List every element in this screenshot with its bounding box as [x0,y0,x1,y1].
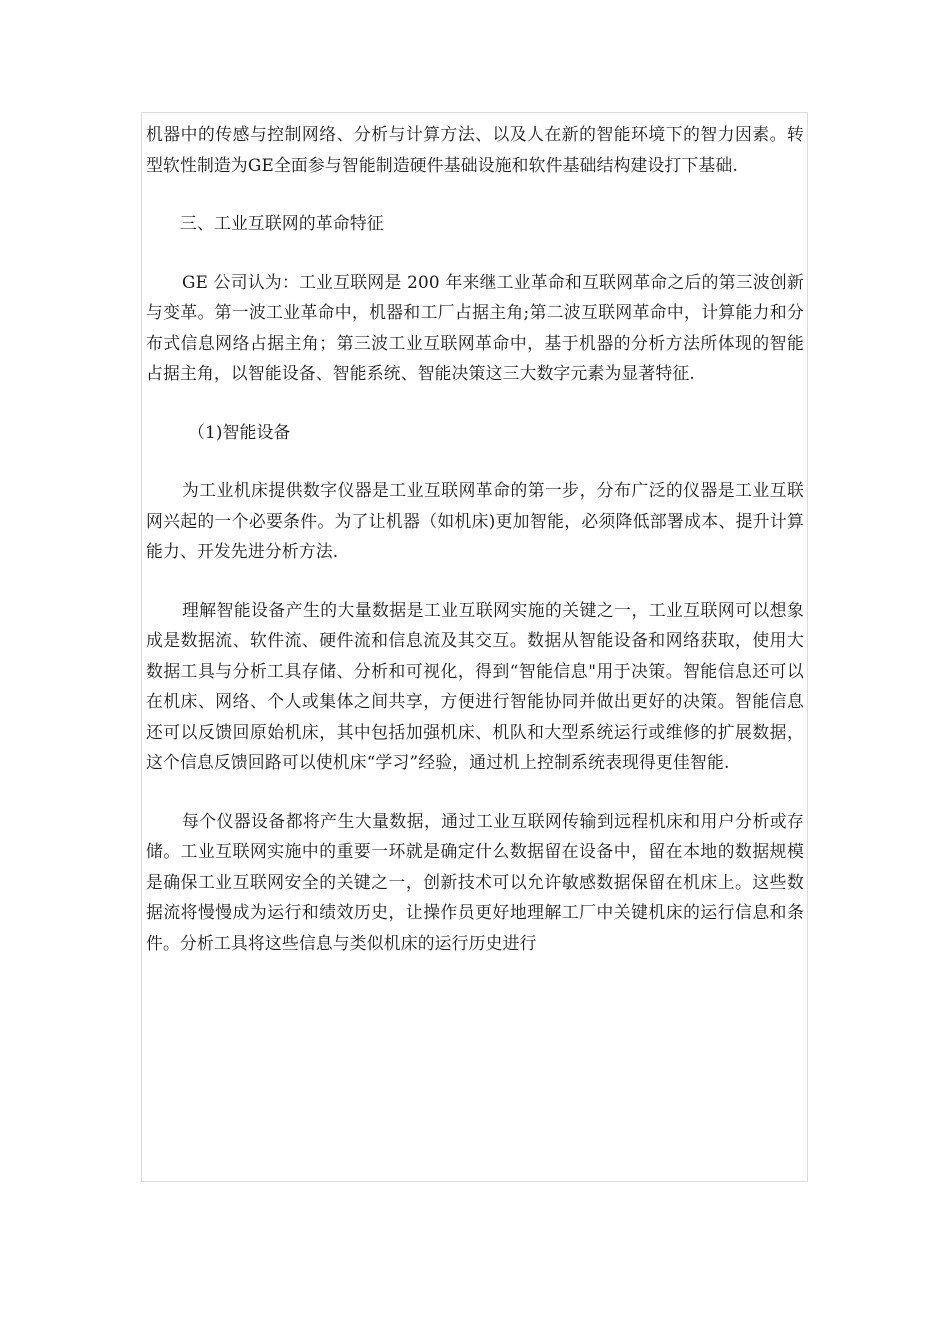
section-heading: 三、工业互联网的革命特征 [180,213,384,233]
document-page [141,112,808,1182]
paragraph-intro: 机器中的传感与控制网络、分析与计算方法、以及人在新的智能环境下的智力因素。转型软性制造为GE全面参与智能制造硬件基础设施和软件基础结构建设打下基础. [146,124,804,175]
paragraph-gap [146,447,804,475]
subsection-heading: （1)智能设备 [188,421,291,442]
paragraph-gap [146,239,804,267]
document-body [146,119,804,958]
paragraph-each-device: 每个仪器设备都将产生大量数据，通过工业互联网传输到远程机床和用户分析或存储。工业互联网实施中的重要一环就是确定什么数据留在设备中，留在本地的数据规模是确保工业互联网安全的关键之一，创新技术可以允许敏感数据保留在机床上。这些数据流将慢慢成为运行和绩效历史，让操作员更好地理解工厂中关键机床的运行信息和条件。分析工具将这些信息与类似机床的运行历史进行 [146,810,804,953]
paragraph-gap [146,778,804,806]
paragraph-gap [146,180,804,208]
paragraph-big-data: 理解智能设备产生的大量数据是工业互联网实施的关键之一，工业互联网可以想象成是数据流、软件流、硬件流和信息流及其交互。数据从智能设备和网络获取，使用大数据工具与分析工具存储、分析和可视化，得到“智能信息"用于决策。智能信息还可以在机床、网络、个人或集体之间共享，方便进行智能协同并做出更好的决策。智能信息还可以反馈回原始机床，其中包括加强机床、机队和大型系统运行或维修的扩展数据，这个信息反馈回路可以使机床“学习”经验，通过机上控制系统表现得更佳智能. [146,599,804,772]
paragraph-gap [146,389,804,417]
paragraph-instruments: 为工业机床提供数字仪器是工业互联网革命的第一步，分布广泛的仪器是工业互联网兴起的一个必要条件。为了让机器（如机床)更加智能，必须降低部署成本、提升计算能力、开发先进分析方法. [146,480,804,561]
paragraph-ge-view: GE 公司认为：工业互联网是 200 年来继工业革命和互联网革命之后的第三波创新与变革。第一波工业革命中，机器和工厂占据主角;第二波互联网革命中，计算能力和分布式信息网络占据主角；第三波工业互联网革命中，基于机器的分析方法所体现的智能占据主角，以智能设备、智能系统、智能决策这三大数字元素为显著特征. [146,271,804,383]
paragraph-gap [146,567,804,595]
